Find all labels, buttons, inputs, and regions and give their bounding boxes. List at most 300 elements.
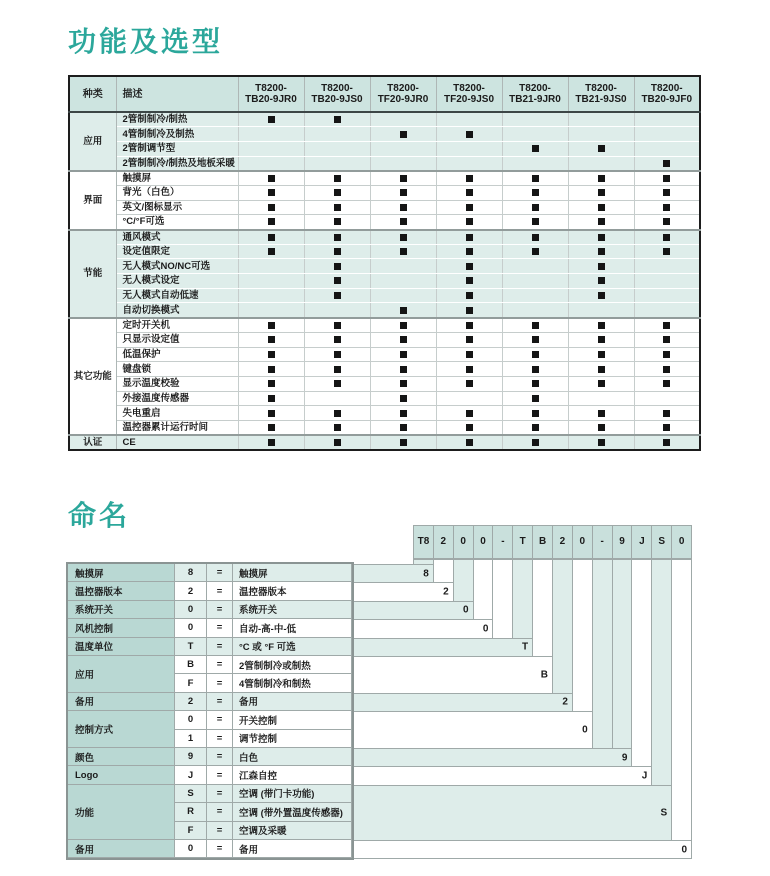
checkmark-icon bbox=[400, 322, 407, 329]
checkmark-icon bbox=[532, 410, 539, 417]
naming-row-label: 风机控制 bbox=[68, 619, 175, 637]
checkmark-icon bbox=[598, 424, 605, 431]
feature-mark-cell bbox=[370, 318, 436, 333]
checkmark-icon bbox=[466, 189, 473, 196]
feature-mark-cell bbox=[502, 332, 568, 347]
naming-dash-strip bbox=[592, 559, 613, 749]
feature-mark-cell bbox=[238, 127, 304, 142]
naming-value-cell: 9 bbox=[175, 748, 207, 766]
feature-mark-cell bbox=[238, 420, 304, 435]
feature-row bbox=[69, 200, 700, 215]
feature-label-cell: 触摸屏 bbox=[116, 171, 238, 186]
naming-strip bbox=[453, 559, 474, 602]
checkmark-icon bbox=[400, 204, 407, 211]
naming-equals-cell: = bbox=[207, 582, 233, 600]
naming-code-cell: S bbox=[651, 525, 672, 559]
feature-label-cell: 背光（白色） bbox=[116, 185, 238, 200]
checkmark-icon bbox=[598, 218, 605, 225]
naming-value-cell: S bbox=[175, 785, 207, 803]
naming-row-label: 功能 bbox=[68, 785, 175, 840]
checkmark-icon bbox=[334, 292, 341, 299]
naming-value-cell: F bbox=[175, 822, 207, 840]
naming-code-cell: 0 bbox=[473, 525, 494, 559]
checkmark-icon bbox=[598, 234, 605, 241]
feature-mark-cell bbox=[502, 274, 568, 289]
feature-mark-cell bbox=[238, 141, 304, 156]
feature-label-cell: 自动切换模式 bbox=[116, 303, 238, 318]
naming-equals-cell: = bbox=[207, 730, 233, 748]
checkmark-icon bbox=[334, 234, 341, 241]
checkmark-icon bbox=[400, 218, 407, 225]
feature-mark-cell bbox=[370, 332, 436, 347]
feature-label-cell: 温控器累计运行时间 bbox=[116, 420, 238, 435]
feature-mark-cell bbox=[436, 318, 502, 333]
feature-row bbox=[69, 420, 700, 435]
checkmark-icon bbox=[663, 175, 670, 182]
checkmark-icon bbox=[268, 234, 275, 241]
naming-row-label: 温控器版本 bbox=[68, 582, 175, 600]
naming-band-char: 0 bbox=[681, 844, 688, 856]
checkmark-icon bbox=[466, 380, 473, 387]
naming-value-cell: 0 bbox=[175, 619, 207, 637]
checkmark-icon bbox=[663, 439, 670, 446]
feature-label-cell: 只显示设定值 bbox=[116, 332, 238, 347]
feature-mark-cell bbox=[370, 171, 436, 186]
checkmark-icon bbox=[532, 351, 539, 358]
checkmark-icon bbox=[532, 248, 539, 255]
naming-band bbox=[352, 582, 454, 601]
naming-band bbox=[352, 601, 474, 620]
feature-mark-cell bbox=[634, 156, 700, 171]
feature-mark-cell bbox=[502, 171, 568, 186]
naming-row-label: 备用 bbox=[68, 840, 175, 858]
feature-mark-cell bbox=[634, 127, 700, 142]
feature-row bbox=[69, 435, 700, 450]
feature-row bbox=[69, 185, 700, 200]
checkmark-icon bbox=[466, 410, 473, 417]
checkmark-icon bbox=[466, 292, 473, 299]
feature-mark-cell bbox=[304, 244, 370, 259]
checkmark-icon bbox=[400, 175, 407, 182]
feature-row bbox=[69, 215, 700, 230]
feature-mark-cell bbox=[304, 112, 370, 127]
feature-mark-cell bbox=[568, 112, 634, 127]
naming-row-label: 控制方式 bbox=[68, 711, 175, 748]
feature-row bbox=[69, 303, 700, 318]
feature-mark-cell bbox=[568, 332, 634, 347]
feature-mark-cell bbox=[568, 435, 634, 450]
checkmark-icon bbox=[663, 189, 670, 196]
checkmark-icon bbox=[334, 410, 341, 417]
naming-row-label: 备用 bbox=[68, 693, 175, 711]
feature-mark-cell bbox=[436, 274, 502, 289]
feature-row bbox=[69, 127, 700, 142]
feature-mark-cell bbox=[238, 215, 304, 230]
feature-mark-cell bbox=[370, 303, 436, 318]
naming-dash-strip bbox=[492, 559, 513, 639]
feature-row bbox=[69, 274, 700, 289]
naming-band bbox=[352, 638, 533, 657]
feature-row bbox=[69, 259, 700, 274]
feature-mark-cell bbox=[304, 200, 370, 215]
feature-mark-cell bbox=[370, 420, 436, 435]
naming-code-cell: 0 bbox=[453, 525, 474, 559]
feature-mark-cell bbox=[634, 362, 700, 377]
checkmark-icon bbox=[598, 263, 605, 270]
feature-row bbox=[69, 156, 700, 171]
feature-mark-cell bbox=[436, 347, 502, 362]
checkmark-icon bbox=[400, 131, 407, 138]
naming-diagram bbox=[0, 520, 770, 870]
checkmark-icon bbox=[663, 204, 670, 211]
naming-value-cell: F bbox=[175, 674, 207, 692]
naming-equals-cell: = bbox=[207, 711, 233, 729]
naming-row-label: 应用 bbox=[68, 656, 175, 693]
naming-desc-cell: 空调 (带外置温度传感器) bbox=[233, 803, 352, 821]
feature-row bbox=[69, 391, 700, 406]
naming-value-cell: 1 bbox=[175, 730, 207, 748]
feature-mark-cell bbox=[436, 288, 502, 303]
feature-mark-cell bbox=[370, 244, 436, 259]
feature-mark-cell bbox=[436, 244, 502, 259]
feature-mark-cell bbox=[436, 171, 502, 186]
feature-mark-cell bbox=[238, 230, 304, 245]
checkmark-icon bbox=[532, 218, 539, 225]
feature-mark-cell bbox=[502, 112, 568, 127]
feature-mark-cell bbox=[436, 156, 502, 171]
naming-strip bbox=[651, 559, 672, 786]
naming-equals-cell: = bbox=[207, 748, 233, 766]
checkmark-icon bbox=[268, 351, 275, 358]
checkmark-icon bbox=[532, 145, 539, 152]
naming-band-char: S bbox=[660, 807, 668, 819]
feature-mark-cell bbox=[568, 347, 634, 362]
feature-mark-cell bbox=[238, 391, 304, 406]
checkmark-icon bbox=[400, 439, 407, 446]
feature-mark-cell bbox=[304, 362, 370, 377]
naming-row-label: 颜色 bbox=[68, 748, 175, 766]
naming-band-char: T bbox=[522, 641, 529, 653]
checkmark-icon bbox=[532, 189, 539, 196]
naming-equals-cell: = bbox=[207, 564, 233, 582]
naming-code-cell: 2 bbox=[552, 525, 573, 559]
feature-mark-cell bbox=[502, 406, 568, 421]
feature-mark-cell bbox=[304, 332, 370, 347]
naming-band bbox=[352, 748, 632, 767]
checkmark-icon bbox=[400, 307, 407, 314]
naming-desc-cell: 2管制制冷或制热 bbox=[233, 656, 352, 674]
naming-band bbox=[352, 711, 593, 749]
feature-mark-cell bbox=[370, 288, 436, 303]
checkmark-icon bbox=[466, 263, 473, 270]
naming-band-char: 2 bbox=[443, 586, 449, 598]
feature-mark-cell bbox=[238, 303, 304, 318]
naming-equals-cell: = bbox=[207, 840, 233, 858]
feature-mark-cell bbox=[568, 156, 634, 171]
checkmark-icon bbox=[466, 336, 473, 343]
checkmark-icon bbox=[334, 189, 341, 196]
feature-mark-cell bbox=[304, 230, 370, 245]
checkmark-icon bbox=[598, 380, 605, 387]
naming-code-cell: B bbox=[532, 525, 553, 559]
feature-mark-cell bbox=[304, 376, 370, 391]
checkmark-icon bbox=[466, 218, 473, 225]
checkmark-icon bbox=[663, 336, 670, 343]
checkmark-icon bbox=[598, 410, 605, 417]
feature-mark-cell bbox=[634, 406, 700, 421]
checkmark-icon bbox=[598, 277, 605, 284]
naming-desc-cell: 触摸屏 bbox=[233, 564, 352, 582]
naming-band-char: 0 bbox=[482, 623, 489, 635]
feature-mark-cell bbox=[502, 200, 568, 215]
naming-equals-cell: = bbox=[207, 822, 233, 840]
feature-mark-cell bbox=[238, 332, 304, 347]
naming-equals-cell: = bbox=[207, 656, 233, 674]
feature-mark-cell bbox=[304, 406, 370, 421]
feature-label-cell: 定时开关机 bbox=[116, 318, 238, 333]
feature-mark-cell bbox=[502, 288, 568, 303]
category-cell: 节能 bbox=[69, 230, 116, 318]
naming-band-char: 0 bbox=[463, 604, 469, 616]
naming-strip bbox=[473, 559, 494, 620]
checkmark-icon bbox=[334, 277, 341, 284]
naming-band-char: 9 bbox=[621, 752, 628, 764]
checkmark-icon bbox=[598, 351, 605, 358]
feature-mark-cell bbox=[502, 376, 568, 391]
feature-mark-cell bbox=[502, 127, 568, 142]
feature-mark-cell bbox=[634, 141, 700, 156]
checkmark-icon bbox=[663, 351, 670, 358]
feature-mark-cell bbox=[634, 230, 700, 245]
feature-row bbox=[69, 376, 700, 391]
checkmark-icon bbox=[598, 175, 605, 182]
checkmark-icon bbox=[466, 439, 473, 446]
naming-desc-cell: 江森自控 bbox=[233, 766, 352, 784]
feature-mark-cell bbox=[436, 420, 502, 435]
feature-mark-cell bbox=[502, 318, 568, 333]
feature-mark-cell bbox=[634, 200, 700, 215]
feature-mark-cell bbox=[304, 303, 370, 318]
checkmark-icon bbox=[532, 380, 539, 387]
feature-mark-cell bbox=[436, 332, 502, 347]
model-header: T8200- TB21-9JS0 bbox=[568, 76, 634, 112]
feature-mark-cell bbox=[436, 435, 502, 450]
feature-mark-cell bbox=[568, 200, 634, 215]
checkmark-icon bbox=[532, 234, 539, 241]
naming-band bbox=[352, 619, 493, 638]
naming-strip bbox=[671, 559, 692, 841]
checkmark-icon bbox=[334, 336, 341, 343]
feature-mark-cell bbox=[370, 274, 436, 289]
feature-mark-cell bbox=[634, 244, 700, 259]
feature-mark-cell bbox=[436, 303, 502, 318]
feature-mark-cell bbox=[568, 230, 634, 245]
naming-band bbox=[352, 840, 692, 859]
model-header: T8200- TF20-9JR0 bbox=[370, 76, 436, 112]
checkmark-icon bbox=[466, 277, 473, 284]
feature-mark-cell bbox=[238, 288, 304, 303]
naming-equals-cell: = bbox=[207, 674, 233, 692]
checkmark-icon bbox=[466, 307, 473, 314]
checkmark-icon bbox=[268, 204, 275, 211]
checkmark-icon bbox=[400, 336, 407, 343]
naming-desc-cell: 空调及采暖 bbox=[233, 822, 352, 840]
feature-mark-cell bbox=[370, 200, 436, 215]
checkmark-icon bbox=[334, 218, 341, 225]
checkmark-icon bbox=[400, 248, 407, 255]
feature-mark-cell bbox=[568, 376, 634, 391]
checkmark-icon bbox=[268, 380, 275, 387]
feature-mark-cell bbox=[370, 391, 436, 406]
checkmark-icon bbox=[400, 351, 407, 358]
naming-value-cell: J bbox=[175, 766, 207, 784]
feature-mark-cell bbox=[238, 318, 304, 333]
checkmark-icon bbox=[400, 424, 407, 431]
naming-desc-cell: 4管制制冷和制热 bbox=[233, 674, 352, 692]
feature-table bbox=[68, 75, 701, 451]
naming-value-cell: 0 bbox=[175, 840, 207, 858]
checkmark-icon bbox=[466, 351, 473, 358]
feature-mark-cell bbox=[436, 127, 502, 142]
naming-value-cell: 0 bbox=[175, 711, 207, 729]
feature-label-cell: 显示温度校验 bbox=[116, 376, 238, 391]
checkmark-icon bbox=[268, 218, 275, 225]
feature-mark-cell bbox=[238, 435, 304, 450]
category-cell: 其它功能 bbox=[69, 318, 116, 436]
feature-mark-cell bbox=[634, 303, 700, 318]
feature-row bbox=[69, 288, 700, 303]
feature-mark-cell bbox=[502, 362, 568, 377]
feature-mark-cell bbox=[304, 347, 370, 362]
feature-mark-cell bbox=[304, 420, 370, 435]
checkmark-icon bbox=[663, 322, 670, 329]
feature-mark-cell bbox=[502, 347, 568, 362]
feature-mark-cell bbox=[568, 185, 634, 200]
feature-mark-cell bbox=[304, 185, 370, 200]
feature-mark-cell bbox=[436, 200, 502, 215]
naming-desc-cell: 调节控制 bbox=[233, 730, 352, 748]
naming-desc-cell: 自动-高-中-低 bbox=[233, 619, 352, 637]
feature-label-cell: CE bbox=[116, 435, 238, 450]
feature-mark-cell bbox=[568, 420, 634, 435]
feature-mark-cell bbox=[502, 420, 568, 435]
checkmark-icon bbox=[334, 424, 341, 431]
model-header: T8200- TF20-9JS0 bbox=[436, 76, 502, 112]
checkmark-icon bbox=[598, 439, 605, 446]
checkmark-icon bbox=[334, 439, 341, 446]
feature-row bbox=[69, 171, 700, 186]
naming-row-label: 系统开关 bbox=[68, 601, 175, 619]
feature-row bbox=[69, 362, 700, 377]
category-header: 种类 bbox=[69, 76, 116, 112]
naming-code-cell: - bbox=[592, 525, 613, 559]
naming-band bbox=[352, 656, 553, 694]
checkmark-icon bbox=[532, 204, 539, 211]
feature-mark-cell bbox=[502, 391, 568, 406]
feature-mark-cell bbox=[568, 362, 634, 377]
feature-mark-cell bbox=[502, 141, 568, 156]
feature-mark-cell bbox=[634, 376, 700, 391]
feature-mark-cell bbox=[436, 112, 502, 127]
naming-desc-cell: °C 或 °F 可选 bbox=[233, 638, 352, 656]
checkmark-icon bbox=[663, 218, 670, 225]
feature-mark-cell bbox=[370, 435, 436, 450]
feature-label-cell: 失电重启 bbox=[116, 406, 238, 421]
section-title-naming: 命名 bbox=[68, 500, 131, 531]
naming-desc-cell: 白色 bbox=[233, 748, 352, 766]
feature-mark-cell bbox=[502, 156, 568, 171]
feature-mark-cell bbox=[436, 185, 502, 200]
checkmark-icon bbox=[466, 131, 473, 138]
naming-value-cell: 2 bbox=[175, 582, 207, 600]
feature-mark-cell bbox=[436, 362, 502, 377]
feature-mark-cell bbox=[238, 185, 304, 200]
feature-mark-cell bbox=[634, 259, 700, 274]
feature-mark-cell bbox=[304, 141, 370, 156]
naming-value-cell: 2 bbox=[175, 693, 207, 711]
naming-desc-cell: 空调 (带门卡功能) bbox=[233, 785, 352, 803]
feature-mark-cell bbox=[370, 259, 436, 274]
feature-mark-cell bbox=[436, 406, 502, 421]
category-cell: 应用 bbox=[69, 112, 116, 171]
feature-label-cell: 4管制制冷及制热 bbox=[116, 127, 238, 142]
naming-value-cell: 0 bbox=[175, 601, 207, 619]
naming-code-cell: T bbox=[512, 525, 533, 559]
feature-label-cell: 无人模式自动低速 bbox=[116, 288, 238, 303]
naming-desc-cell: 备用 bbox=[233, 840, 352, 858]
feature-label-cell: 键盘锁 bbox=[116, 362, 238, 377]
checkmark-icon bbox=[400, 380, 407, 387]
checkmark-icon bbox=[663, 380, 670, 387]
feature-mark-cell bbox=[370, 215, 436, 230]
naming-code-cell: T8 bbox=[413, 525, 434, 559]
naming-strip bbox=[572, 559, 593, 712]
feature-mark-cell bbox=[436, 141, 502, 156]
checkmark-icon bbox=[532, 395, 539, 402]
feature-mark-cell bbox=[502, 215, 568, 230]
feature-mark-cell bbox=[370, 347, 436, 362]
checkmark-icon bbox=[663, 410, 670, 417]
description-header: 描述 bbox=[116, 76, 238, 112]
checkmark-icon bbox=[532, 366, 539, 373]
naming-desc-cell: 温控器版本 bbox=[233, 582, 352, 600]
feature-mark-cell bbox=[436, 215, 502, 230]
feature-mark-cell bbox=[502, 230, 568, 245]
feature-mark-cell bbox=[238, 244, 304, 259]
checkmark-icon bbox=[400, 189, 407, 196]
naming-row-label: Logo bbox=[68, 766, 175, 784]
feature-mark-cell bbox=[502, 259, 568, 274]
feature-mark-cell bbox=[568, 406, 634, 421]
naming-band bbox=[352, 693, 573, 712]
feature-mark-cell bbox=[304, 318, 370, 333]
feature-mark-cell bbox=[634, 274, 700, 289]
checkmark-icon bbox=[532, 336, 539, 343]
naming-band-char: 8 bbox=[423, 568, 429, 580]
feature-mark-cell bbox=[304, 215, 370, 230]
checkmark-icon bbox=[268, 410, 275, 417]
feature-mark-cell bbox=[238, 376, 304, 391]
feature-mark-cell bbox=[502, 303, 568, 318]
naming-equals-cell: = bbox=[207, 766, 233, 784]
category-cell: 界面 bbox=[69, 171, 116, 230]
checkmark-icon bbox=[400, 410, 407, 417]
naming-row-label: 温度单位 bbox=[68, 638, 175, 656]
feature-mark-cell bbox=[304, 171, 370, 186]
feature-mark-cell bbox=[568, 391, 634, 406]
checkmark-icon bbox=[598, 322, 605, 329]
feature-mark-cell bbox=[370, 376, 436, 391]
